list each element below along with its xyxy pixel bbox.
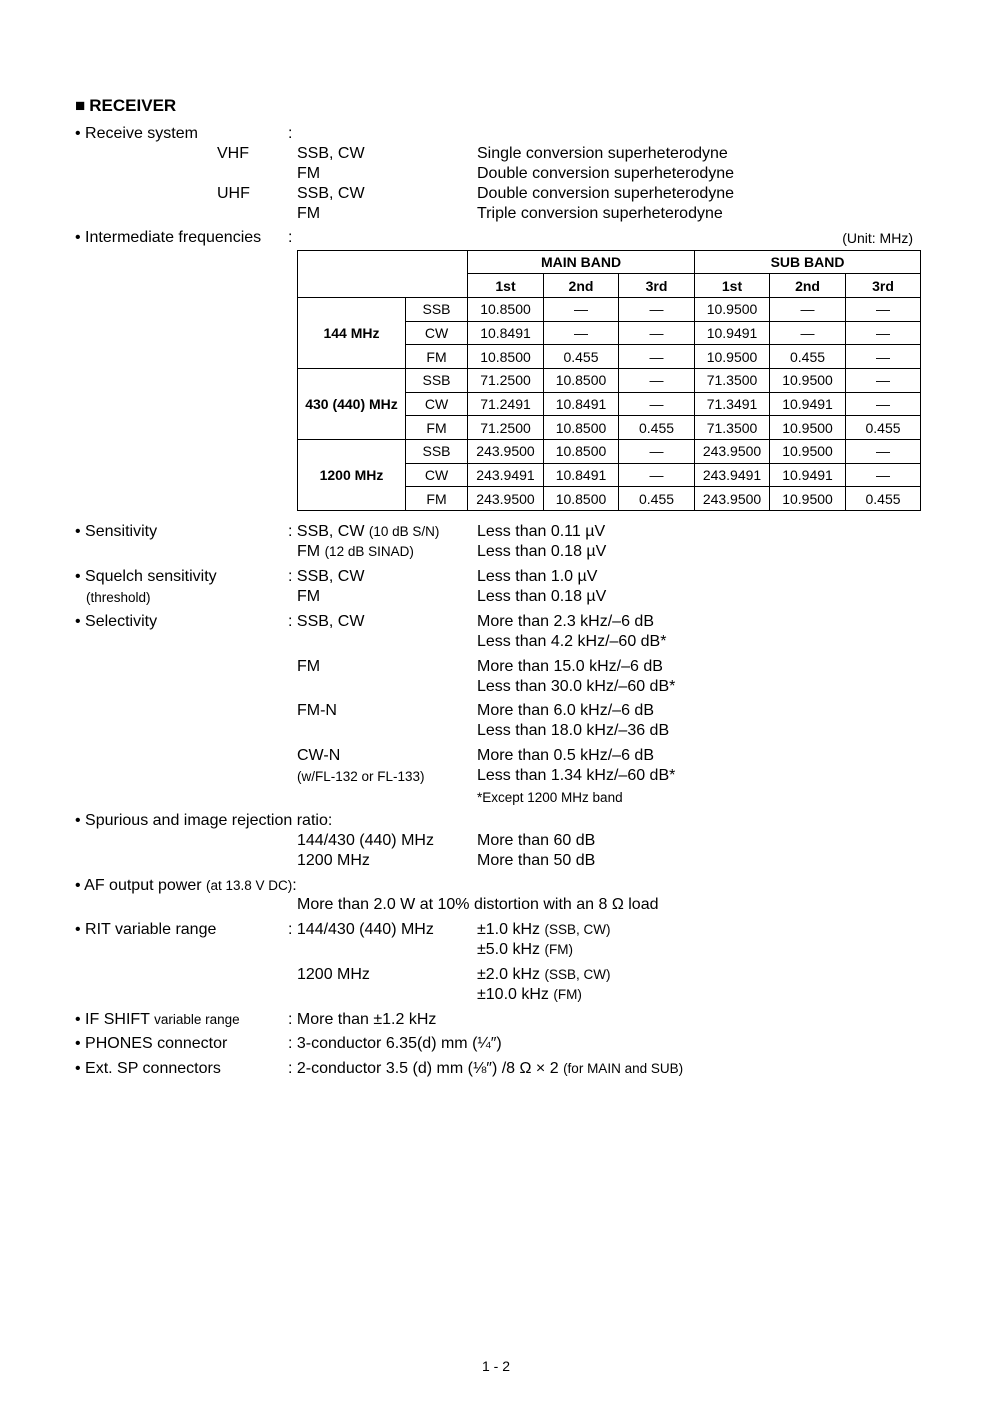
value-cell: 71.2491 <box>468 392 544 416</box>
value-cell: 10.9500 <box>695 345 770 369</box>
value-cell: 71.2500 <box>468 368 544 392</box>
uhf-ssb-cw-value: Double conversion superheterodyne <box>477 185 735 202</box>
spurious-label: • Spurious and image rejection ratio: <box>75 812 333 829</box>
value-cell: — <box>619 463 695 487</box>
table-row <box>298 368 921 392</box>
value-cell: 10.9500 <box>770 416 846 440</box>
if-shift-value: : More than ±1.2 kHz <box>288 1011 437 1028</box>
vhf-fm-value: Double conversion superheterodyne <box>477 165 735 182</box>
value-cell: 243.9500 <box>468 439 544 463</box>
value-cell: 10.9491 <box>770 463 846 487</box>
page-number: 1 - 2 <box>481 1358 510 1374</box>
if-shift-label <box>75 1010 240 1030</box>
mode-cell: CW <box>406 321 468 345</box>
value-cell: — <box>846 439 921 463</box>
receive-system-label: • Receive system <box>75 125 198 142</box>
value-text: ±1.0 kHz <box>477 921 541 938</box>
af-output-label <box>75 876 297 896</box>
column-header: 2nd <box>770 274 846 298</box>
rit-value-3 <box>477 965 610 985</box>
empty-corner-cell <box>298 251 468 298</box>
condition-note: (12 dB SINAD) <box>324 544 414 559</box>
mode-cell: FM <box>406 345 468 369</box>
value-cell: 71.3500 <box>695 368 770 392</box>
value-cell: 10.8491 <box>544 463 619 487</box>
value-cell: 0.455 <box>619 416 695 440</box>
band-cell: 144 MHz <box>298 298 406 369</box>
table-row <box>298 298 921 322</box>
uhf-mode-fm: FM <box>297 205 321 222</box>
value-cell: — <box>619 392 695 416</box>
value-cell: — <box>619 345 695 369</box>
uhf-band-label: UHF <box>217 185 250 202</box>
rit-value-4 <box>477 985 582 1005</box>
square-bullet-icon: ■ <box>75 96 86 115</box>
value-cell: 243.9500 <box>695 439 770 463</box>
mode-cell: CW <box>406 392 468 416</box>
rit-label: • RIT variable range <box>75 921 217 938</box>
main-band-header: MAIN BAND <box>468 251 695 274</box>
uhf-mode-ssb-cw: SSB, CW <box>297 185 365 202</box>
ext-sp-label: • Ext. SP connectors <box>75 1060 221 1077</box>
value-cell: 10.8491 <box>468 321 544 345</box>
value-cell: 10.8500 <box>544 368 619 392</box>
rit-band-vhf-uhf: : 144/430 (440) MHz <box>288 921 434 938</box>
column-header: 3rd <box>846 274 921 298</box>
value-cell: 243.9491 <box>695 463 770 487</box>
mode-note: (FM) <box>544 942 573 957</box>
sub-band-header: SUB BAND <box>695 251 921 274</box>
rit-value-1 <box>477 920 610 940</box>
if-colon: : <box>288 229 293 246</box>
value-cell: 71.3500 <box>695 416 770 440</box>
value-cell: 10.8500 <box>544 439 619 463</box>
selectivity-fm-n: FM-N <box>297 702 337 719</box>
value-cell: 0.455 <box>770 345 846 369</box>
value-cell: — <box>846 345 921 369</box>
value-cell: — <box>770 321 846 345</box>
squelch-ssb-cw: : SSB, CW <box>288 568 365 585</box>
value-cell: 10.9500 <box>770 487 846 511</box>
value-cell: 0.455 <box>846 487 921 511</box>
if-label: • Intermediate frequencies <box>75 229 262 246</box>
selectivity-cw-n-value-2: Less than 1.34 kHz/–60 dB* <box>477 767 676 784</box>
table-header-row <box>298 251 921 274</box>
value-cell: 0.455 <box>846 416 921 440</box>
phones-label: • PHONES connector <box>75 1035 228 1052</box>
mode-note: (FM) <box>553 987 582 1002</box>
if-table <box>297 250 921 511</box>
if-shift-label-small: variable range <box>154 1012 240 1027</box>
selectivity-cw-n-value-1: More than 0.5 kHz/–6 dB <box>477 747 654 764</box>
selectivity-cw-n: CW-N <box>297 747 341 764</box>
receive-system-colon: : <box>288 125 293 142</box>
ext-sp-note: (for MAIN and SUB) <box>563 1061 684 1076</box>
value-text: ±5.0 kHz <box>477 941 541 958</box>
squelch-sublabel: (threshold) <box>86 590 151 605</box>
mode-cell: FM <box>406 487 468 511</box>
value-cell: 10.8500 <box>544 416 619 440</box>
mode-cell: SSB <box>406 439 468 463</box>
selectivity-fm-n-value-2: Less than 18.0 kHz/–36 dB <box>477 722 670 739</box>
selectivity-footnote: *Except 1200 MHz band <box>477 790 623 805</box>
ext-sp-value <box>288 1059 683 1079</box>
section-title-text: RECEIVER <box>89 96 177 115</box>
value-cell: 0.455 <box>544 345 619 369</box>
squelch-ssb-cw-value: Less than 1.0 µV <box>477 568 598 585</box>
selectivity-ssb-cw-value-1: More than 2.3 kHz/–6 dB <box>477 613 654 630</box>
selectivity-fm-value-1: More than 15.0 kHz/–6 dB <box>477 658 663 675</box>
value-text: ±2.0 kHz <box>477 966 541 983</box>
squelch-fm: FM <box>297 588 321 605</box>
vhf-band-label: VHF <box>217 145 249 162</box>
value-cell: — <box>846 368 921 392</box>
vhf-mode-fm: FM <box>297 165 321 182</box>
value-cell: 10.9500 <box>695 298 770 322</box>
value-cell: 10.9500 <box>770 439 846 463</box>
value-cell: 243.9500 <box>468 487 544 511</box>
value-cell: 10.8500 <box>544 487 619 511</box>
selectivity-ssb-cw-value-2: Less than 4.2 kHz/–60 dB* <box>477 633 667 650</box>
table-row <box>298 439 921 463</box>
if-shift-label-text: • IF SHIFT <box>75 1011 150 1028</box>
value-cell: 243.9491 <box>468 463 544 487</box>
value-cell: 10.8500 <box>468 345 544 369</box>
section-title <box>75 96 176 116</box>
vhf-ssb-cw-value: Single conversion superheterodyne <box>477 145 728 162</box>
selectivity-fm-value-2: Less than 30.0 kHz/–60 dB* <box>477 678 676 695</box>
mode-cell: FM <box>406 416 468 440</box>
value-cell: 10.8491 <box>544 392 619 416</box>
value-cell: 10.9500 <box>770 368 846 392</box>
af-output-label-text: • AF output power <box>75 877 202 894</box>
value-cell: — <box>544 321 619 345</box>
spurious-band-2: 1200 MHz <box>297 852 370 869</box>
sensitivity-fm-value: Less than 0.18 µV <box>477 543 607 560</box>
value-cell: — <box>770 298 846 322</box>
value-cell: — <box>619 439 695 463</box>
value-cell: — <box>846 321 921 345</box>
mode-label: : SSB, CW <box>288 523 365 540</box>
spurious-value-2: More than 50 dB <box>477 852 596 869</box>
mode-cell: CW <box>406 463 468 487</box>
value-cell: 71.2500 <box>468 416 544 440</box>
uhf-fm-value: Triple conversion superheterodyne <box>477 205 723 222</box>
mode-note: (SSB, CW) <box>544 922 611 937</box>
sensitivity-ssb-cw <box>288 522 439 542</box>
column-header: 1st <box>468 274 544 298</box>
value-cell: — <box>846 298 921 322</box>
value-cell: — <box>619 298 695 322</box>
column-header: 1st <box>695 274 770 298</box>
mode-cell: SSB <box>406 298 468 322</box>
mode-label: FM <box>297 543 321 560</box>
sensitivity-fm <box>297 542 414 562</box>
rit-value-2 <box>477 940 573 960</box>
value-text: ±10.0 kHz <box>477 986 549 1003</box>
value-cell: — <box>846 392 921 416</box>
condition-note: (at 13.8 V DC) <box>206 878 293 893</box>
column-header: 3rd <box>619 274 695 298</box>
spurious-value-1: More than 60 dB <box>477 832 596 849</box>
selectivity-fm-n-value-1: More than 6.0 kHz/–6 dB <box>477 702 654 719</box>
selectivity-fm: FM <box>297 658 321 675</box>
condition-note: (10 dB S/N) <box>368 524 440 539</box>
sensitivity-ssb-cw-value: Less than 0.11 µV <box>477 523 606 540</box>
squelch-label: • Squelch sensitivity <box>75 568 217 585</box>
value-cell: — <box>544 298 619 322</box>
mode-cell: SSB <box>406 368 468 392</box>
if-unit: (Unit: MHz) <box>842 230 913 246</box>
band-cell: 430 (440) MHz <box>298 368 406 439</box>
selectivity-ssb-cw: : SSB, CW <box>288 613 365 630</box>
spurious-band-1: 144/430 (440) MHz <box>297 832 434 849</box>
value-cell: 0.455 <box>619 487 695 511</box>
value-cell: 71.3491 <box>695 392 770 416</box>
value-cell: 10.9491 <box>770 392 846 416</box>
vhf-mode-ssb-cw: SSB, CW <box>297 145 365 162</box>
squelch-fm-value: Less than 0.18 µV <box>477 588 607 605</box>
value-cell: — <box>619 321 695 345</box>
value-cell: — <box>619 368 695 392</box>
selectivity-cw-n-note: (w/FL-132 or FL-133) <box>297 769 425 784</box>
value-cell: 243.9500 <box>695 487 770 511</box>
colon: : <box>292 877 297 894</box>
rit-band-shf: 1200 MHz <box>297 966 370 983</box>
band-cell: 1200 MHz <box>298 439 406 510</box>
selectivity-label: • Selectivity <box>75 613 158 630</box>
value-cell: — <box>846 463 921 487</box>
af-output-value: More than 2.0 W at 10% distortion with an 8 Ω load <box>297 896 659 913</box>
column-header: 2nd <box>544 274 619 298</box>
value-cell: 10.8500 <box>468 298 544 322</box>
value-cell: 10.9491 <box>695 321 770 345</box>
sensitivity-label: • Sensitivity <box>75 523 158 540</box>
mode-note: (SSB, CW) <box>544 967 611 982</box>
ext-sp-value-text: : 2-conductor 3.5 (d) mm (⅛″) /8 Ω × 2 <box>288 1060 559 1077</box>
phones-value: : 3-conductor 6.35(d) mm (¼″) <box>288 1035 502 1052</box>
